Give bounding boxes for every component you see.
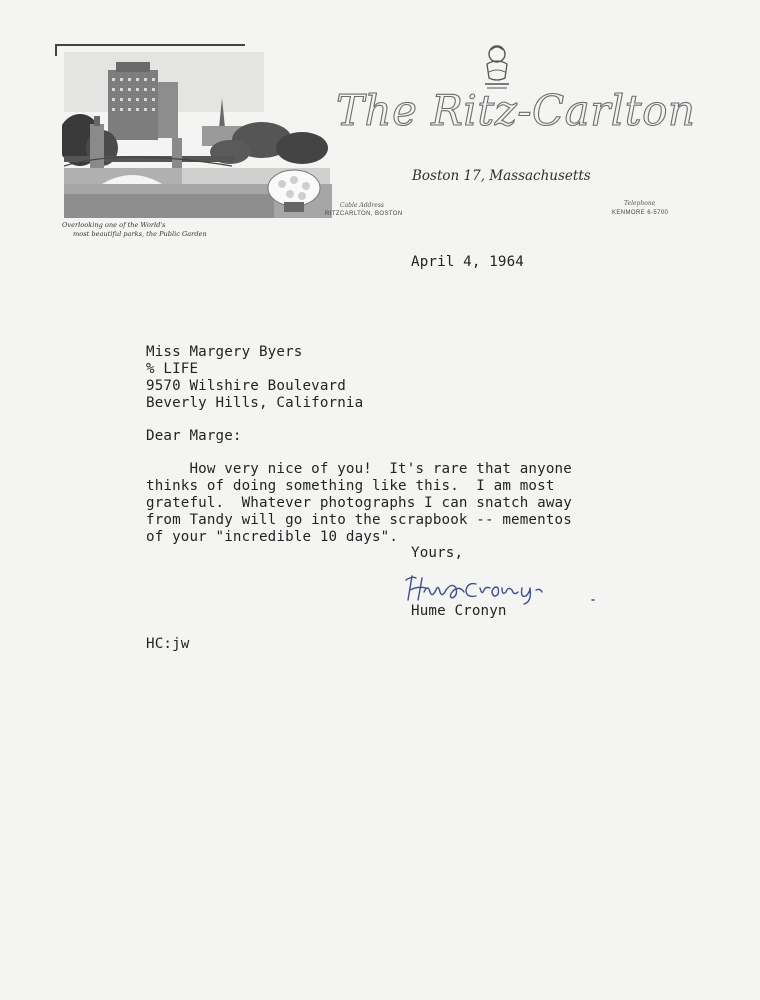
reference-initials: HC:jw xyxy=(146,636,190,652)
telephone-number: KENMORE 6-5700 xyxy=(612,210,669,216)
recipient-street: 9570 Wilshire Boulevard xyxy=(146,378,346,394)
caption-line-1: Overlooking one of the World's xyxy=(62,221,166,229)
letterhead-rule xyxy=(55,44,245,46)
cable-address: RITZCARLTON, BOSTON xyxy=(325,211,403,217)
cable-label: Cable Address xyxy=(340,202,384,209)
body-line: thinks of doing something like this. I am most xyxy=(146,478,555,494)
letterhead-caption xyxy=(62,221,222,239)
recipient-care-of: % LIFE xyxy=(146,361,199,377)
sender-name: Hume Cronyn xyxy=(411,603,507,619)
telephone-label: Telephone xyxy=(624,200,656,207)
body-line: grateful. Whatever photographs I can snatch away xyxy=(146,495,572,511)
public-garden-engraving xyxy=(62,48,332,220)
closing: Yours, xyxy=(411,545,464,561)
hotel-city: Boston 17, Massachusetts xyxy=(412,168,591,184)
letterhead-rule-corner xyxy=(55,44,57,56)
handwritten-signature xyxy=(402,570,612,606)
salutation: Dear Marge: xyxy=(146,428,242,444)
lion-crest-icon xyxy=(477,42,517,90)
recipient-city: Beverly Hills, California xyxy=(146,395,364,411)
letter-date: April 4, 1964 xyxy=(411,254,524,270)
recipient-name: Miss Margery Byers xyxy=(146,344,303,360)
body-line: of your "incredible 10 days". xyxy=(146,529,399,545)
caption-line-2: most beautiful parks, the Public Garden xyxy=(73,230,207,238)
body-line: How very nice of you! It's rare that anyone xyxy=(146,461,572,477)
body-line: from Tandy will go into the scrapbook -- mementos xyxy=(146,512,572,528)
hotel-name: The Ritz-Carlton xyxy=(336,86,696,135)
